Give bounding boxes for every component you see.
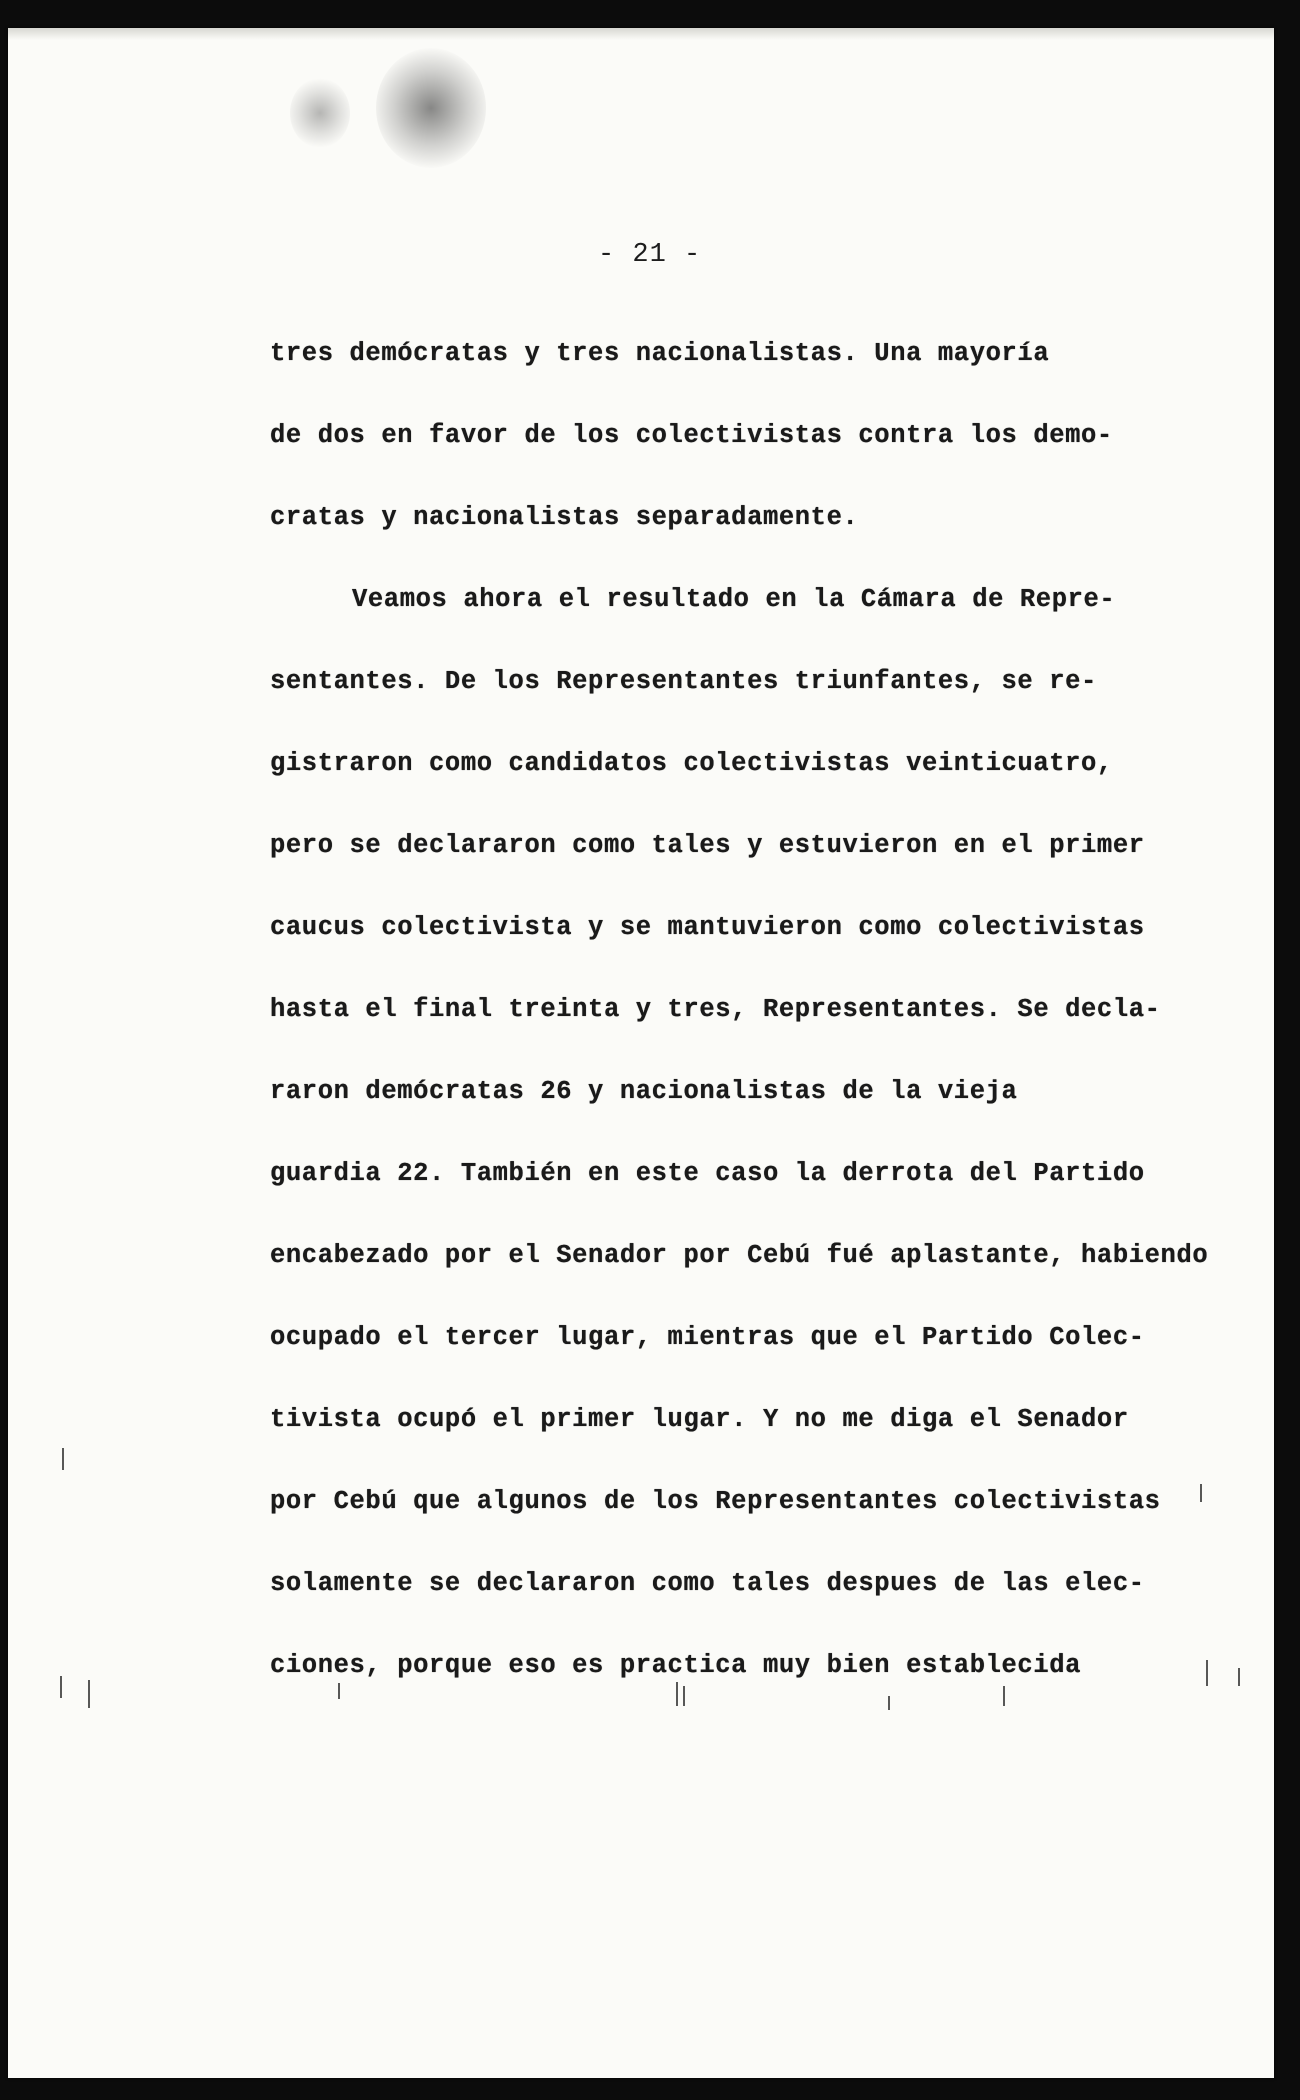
scan-mark: [60, 1676, 62, 1698]
text-line: sentantes. De los Representantes triunfantes, se re-: [270, 667, 1097, 696]
text-line: raron demócratas 26 y nacionalistas de la vieja: [270, 1077, 1018, 1106]
scan-mark: [676, 1682, 678, 1706]
scan-mark: [1200, 1484, 1202, 1502]
scan-mark: [1206, 1660, 1208, 1686]
document-page: [8, 28, 1274, 2078]
ink-smudge: [290, 78, 350, 148]
text-line: gistraron como candidatos colectivistas veinticuatro,: [270, 749, 1113, 778]
ink-smudge: [376, 48, 486, 168]
scan-mark: [62, 1448, 64, 1470]
scan-mark: [1003, 1686, 1005, 1706]
text-line: ciones, porque eso es practica muy bien establecida: [270, 1651, 1082, 1680]
scan-mark: [88, 1680, 90, 1708]
text-line: pero se declararon como tales y estuvieron en el primer: [270, 831, 1145, 860]
page-edge-shadow: [8, 28, 1274, 40]
typed-text-body: [270, 313, 1230, 1707]
text-line: solamente se declararon como tales despues de las elec-: [270, 1569, 1145, 1598]
text-line: hasta el final treinta y tres, Representantes. Se decla-: [270, 995, 1161, 1024]
text-line: de dos en favor de los colectivistas contra los demo-: [270, 421, 1113, 450]
text-line: tivista ocupó el primer lugar. Y no me diga el Senador: [270, 1405, 1129, 1434]
text-line: tres demócratas y tres nacionalistas. Una mayoría: [270, 339, 1050, 368]
text-line: caucus colectivista y se mantuvieron como colectivistas: [270, 913, 1145, 942]
text-line: cratas y nacionalistas separadamente.: [270, 503, 859, 532]
text-line: guardia 22. También en este caso la derrota del Partido: [270, 1159, 1145, 1188]
text-line: ocupado el tercer lugar, mientras que el Partido Colec-: [270, 1323, 1145, 1352]
scan-mark: [338, 1683, 340, 1699]
scan-mark: [888, 1696, 890, 1710]
text-line: por Cebú que algunos de los Representantes colectivistas: [270, 1487, 1161, 1516]
text-line: encabezado por el Senador por Cebú fué aplastante, habiendo: [270, 1241, 1209, 1270]
page-number: - 21 -: [598, 240, 702, 270]
text-line: Veamos ahora el resultado en la Cámara de Repre-: [352, 585, 1116, 614]
scan-mark: [683, 1686, 685, 1706]
scan-mark: [1238, 1668, 1240, 1686]
